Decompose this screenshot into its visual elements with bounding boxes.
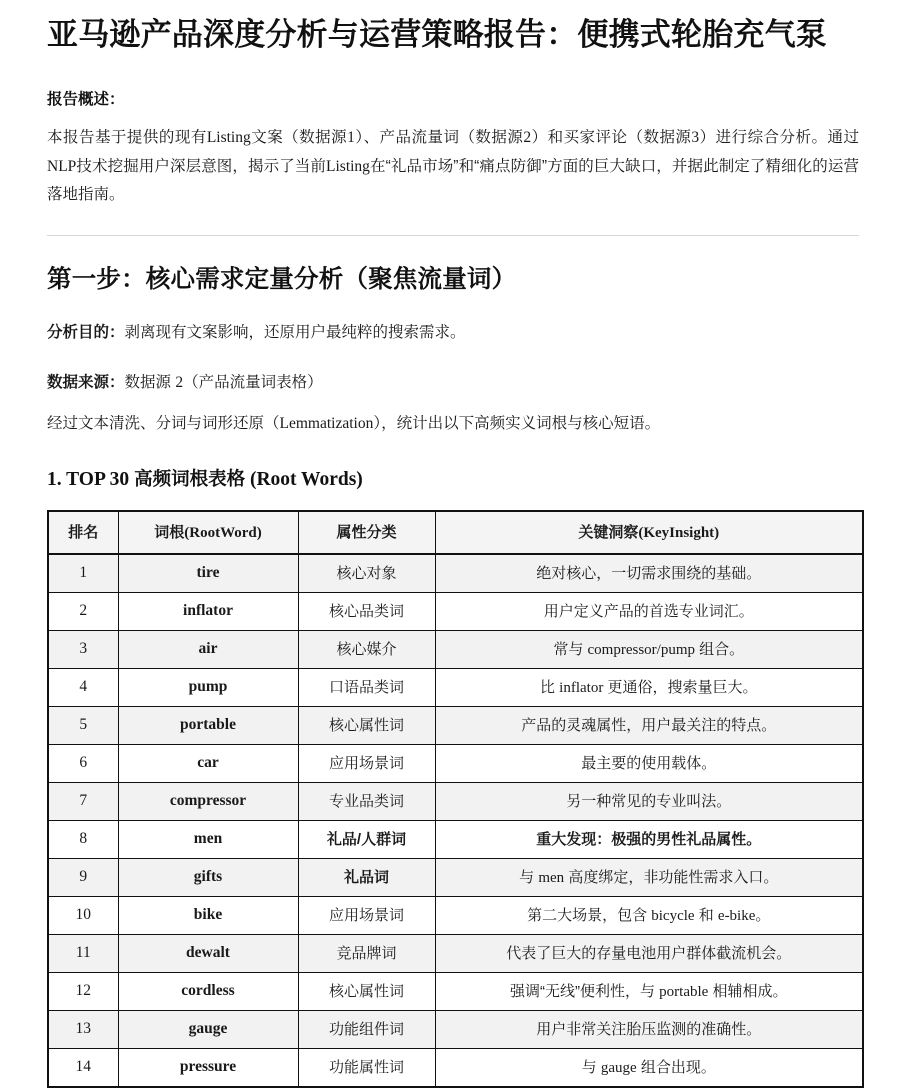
cell-root-word: cordless — [118, 973, 298, 1011]
cell-attribute-category: 竞品牌词 — [298, 935, 435, 973]
cell-rank: 11 — [48, 935, 118, 973]
column-header-rank — [48, 511, 118, 554]
method-paragraph: 经过文本清洗、分词与词形还原（Lemmatization），统计出以下高频实义词根与核心短语。 — [47, 414, 661, 432]
root-words-table — [47, 510, 864, 1088]
cell-attribute-category: 核心品类词 — [298, 593, 435, 631]
cell-key-insight: 强调“无线”便利性，与 portable 相辅相成。 — [435, 973, 863, 1011]
cell-attribute-category: 应用场景词 — [298, 745, 435, 783]
cell-key-insight: 绝对核心，一切需求围绕的基础。 — [435, 554, 863, 593]
cell-root-word: pressure — [118, 1049, 298, 1088]
cell-key-insight: 比 inflator 更通俗，搜索量巨大。 — [435, 669, 863, 707]
analysis-purpose-value: 剥离现有文案影响，还原用户最纯粹的搜索需求。 — [124, 324, 466, 342]
data-source-value: 数据源 2（产品流量词表格） — [124, 373, 323, 391]
cell-root-word: gauge — [118, 1011, 298, 1049]
column-header-insight — [435, 511, 863, 554]
section-divider — [47, 235, 859, 236]
table-row — [48, 897, 863, 935]
data-source-label: 数据来源： — [47, 373, 125, 391]
cell-key-insight: 产品的灵魂属性，用户最关注的特点。 — [435, 707, 863, 745]
cell-root-word: dewalt — [118, 935, 298, 973]
table-row — [48, 631, 863, 669]
data-source-line — [47, 371, 862, 396]
cell-key-insight: 与 gauge 组合出现。 — [435, 1049, 863, 1088]
page-title: 亚马逊产品深度分析与运营策略报告：便携式轮胎充气泵 — [47, 17, 827, 52]
cell-rank: 1 — [48, 554, 118, 593]
cell-root-word: inflator — [118, 593, 298, 631]
table-row — [48, 745, 863, 783]
cell-root-word: gifts — [118, 859, 298, 897]
cell-attribute-category: 专业品类词 — [298, 783, 435, 821]
cell-rank: 12 — [48, 973, 118, 1011]
cell-rank: 7 — [48, 783, 118, 821]
cell-rank: 6 — [48, 745, 118, 783]
table-body — [48, 554, 863, 1087]
cell-root-word: tire — [118, 554, 298, 593]
table-heading-cjk: 高频词根表格 — [134, 467, 246, 489]
table-row — [48, 1011, 863, 1049]
analysis-purpose-label: 分析目的： — [47, 324, 125, 342]
cell-key-insight: 代表了巨大的存量电池用户群体截流机会。 — [435, 935, 863, 973]
table-row — [48, 935, 863, 973]
column-header-attribute-cjk: 属性分类 — [336, 523, 397, 541]
column-header-rank-cjk: 排名 — [68, 523, 99, 541]
cell-attribute-category: 核心属性词 — [298, 707, 435, 745]
cell-attribute-category: 功能属性词 — [298, 1049, 435, 1088]
overview-paragraph: 本报告基于提供的现有Listing文案（数据源1）、产品流量词（数据源2）和买家评论（数据源3）进行综合分析。通过NLP技术挖掘用户深层意图，揭示了当前Listing在“礼品市场”和“痛点防御”方面的巨大缺口，并据此制定了精细化的运营落地指南。 — [47, 129, 859, 203]
cell-rank: 13 — [48, 1011, 118, 1049]
cell-root-word: car — [118, 745, 298, 783]
cell-attribute-category: 礼品词 — [298, 859, 435, 897]
cell-key-insight: 另一种常见的专业叫法。 — [435, 783, 863, 821]
overview-label: 报告概述： — [47, 90, 125, 108]
column-header-root — [118, 511, 298, 554]
column-header-insight-lat: (KeyInsight) — [638, 524, 720, 541]
column-header-root-cjk: 词根 — [154, 523, 185, 541]
cell-root-word: portable — [118, 707, 298, 745]
cell-attribute-category: 口语品类词 — [298, 669, 435, 707]
analysis-purpose-line — [47, 321, 862, 346]
cell-rank: 10 — [48, 897, 118, 935]
table-heading-prefix: 1. TOP 30 — [47, 468, 135, 490]
cell-rank: 2 — [48, 593, 118, 631]
table-row — [48, 859, 863, 897]
cell-attribute-category: 功能组件词 — [298, 1011, 435, 1049]
table-row — [48, 1049, 863, 1088]
cell-rank: 8 — [48, 821, 118, 859]
column-header-insight-cjk: 关键洞察 — [578, 523, 639, 541]
cell-key-insight: 最主要的使用载体。 — [435, 745, 863, 783]
cell-key-insight: 用户非常关注胎压监测的准确性。 — [435, 1011, 863, 1049]
cell-root-word: pump — [118, 669, 298, 707]
table-header-row — [48, 511, 863, 554]
cell-attribute-category: 核心对象 — [298, 554, 435, 593]
column-header-attribute — [298, 511, 435, 554]
cell-key-insight: 第二大场景，包含 bicycle 和 e-bike。 — [435, 897, 863, 935]
cell-attribute-category: 核心媒介 — [298, 631, 435, 669]
table-row — [48, 707, 863, 745]
table-heading — [47, 466, 862, 493]
root-words-table-wrapper — [47, 510, 862, 1088]
column-header-root-lat: (RootWord) — [184, 524, 262, 541]
cell-key-insight: 常与 compressor/pump 组合。 — [435, 631, 863, 669]
cell-rank: 9 — [48, 859, 118, 897]
table-header — [48, 511, 863, 554]
cell-rank: 5 — [48, 707, 118, 745]
cell-attribute-category: 礼品/人群词 — [298, 821, 435, 859]
table-row — [48, 669, 863, 707]
cell-root-word: air — [118, 631, 298, 669]
cell-rank: 14 — [48, 1049, 118, 1088]
table-row — [48, 554, 863, 593]
table-row — [48, 593, 863, 631]
cell-attribute-category: 应用场景词 — [298, 897, 435, 935]
cell-key-insight: 重大发现：极强的男性礼品属性。 — [435, 821, 863, 859]
cell-root-word: bike — [118, 897, 298, 935]
cell-root-word: men — [118, 821, 298, 859]
cell-key-insight: 与 men 高度绑定，非功能性需求入口。 — [435, 859, 863, 897]
table-row — [48, 973, 863, 1011]
cell-attribute-category: 核心属性词 — [298, 973, 435, 1011]
cell-rank: 4 — [48, 669, 118, 707]
section-heading-step-one: 第一步：核心需求定量分析（聚焦流量词） — [47, 266, 517, 294]
table-heading-suffix: (Root Words) — [245, 468, 363, 490]
cell-rank: 3 — [48, 631, 118, 669]
table-row — [48, 783, 863, 821]
cell-key-insight: 用户定义产品的首选专业词汇。 — [435, 593, 863, 631]
cell-root-word: compressor — [118, 783, 298, 821]
table-row — [48, 821, 863, 859]
